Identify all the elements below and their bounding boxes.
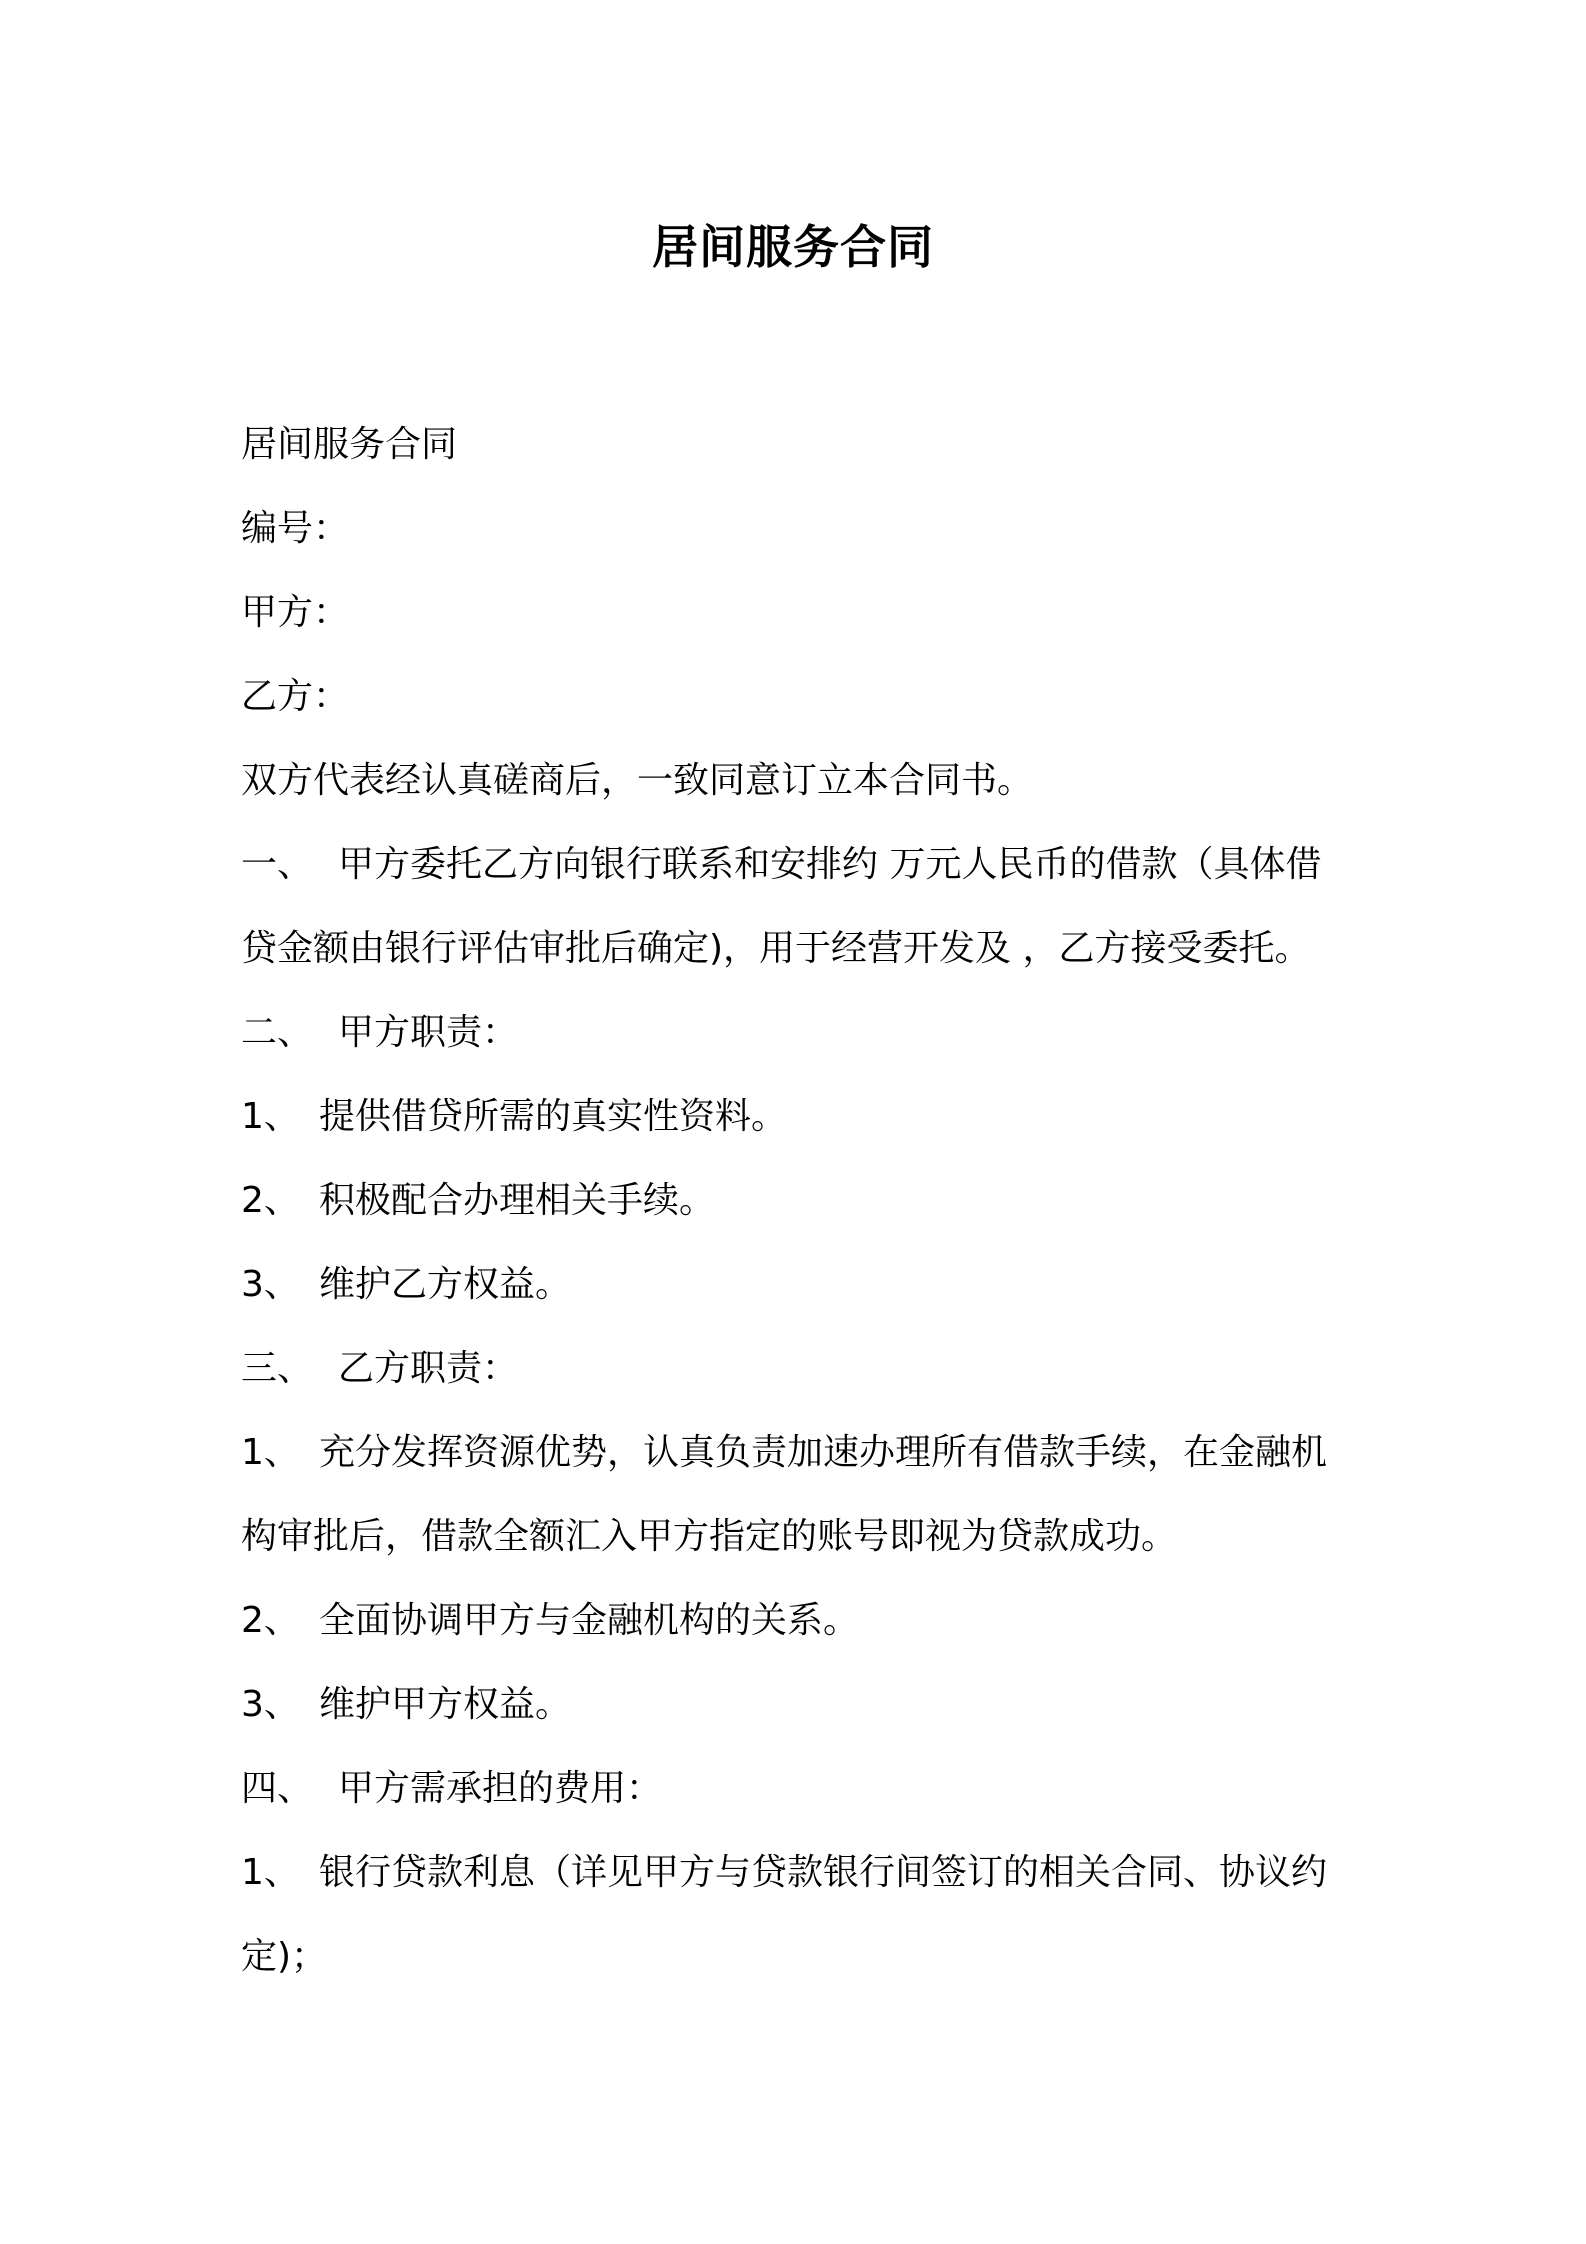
paragraph-line [241, 655, 1361, 739]
line-text: 构审批后，借款全额汇入甲方指定的账号即视为贷款成功。 [241, 1516, 1178, 1557]
line-text: 充分发挥资源优势，认真负责加速办理所有借款手续，在金融机 [319, 1432, 1328, 1473]
paragraph-line [241, 739, 1361, 823]
item-number: 3、 [241, 1264, 300, 1305]
section-number: 一、 [241, 844, 314, 885]
item-number: 1、 [241, 1096, 300, 1137]
line-text: 乙方职责： [338, 1348, 519, 1389]
item-number: 3、 [241, 1684, 300, 1725]
paragraph-line [241, 487, 1361, 571]
line-text: 编号： [241, 508, 350, 549]
section-heading [241, 991, 1361, 1075]
line-text: 全面协调甲方与金融机构的关系。 [319, 1600, 860, 1641]
line-text: 维护乙方权益。 [319, 1264, 572, 1305]
line-text: 积极配合办理相关手续。 [319, 1180, 716, 1221]
section-number: 三、 [241, 1348, 314, 1389]
list-item [241, 1159, 1361, 1243]
paragraph-line [241, 1495, 1361, 1579]
section-number: 四、 [241, 1768, 314, 1809]
list-item [241, 1663, 1361, 1747]
section-heading [241, 1327, 1361, 1411]
section-heading [241, 823, 1361, 907]
item-number: 1、 [241, 1852, 300, 1893]
paragraph-line [241, 1915, 1361, 1999]
paragraph-line [241, 907, 1361, 991]
item-number: 2、 [241, 1180, 300, 1221]
list-item [241, 1075, 1361, 1159]
paragraph-line [241, 403, 1361, 487]
section-number: 二、 [241, 1012, 314, 1053]
line-text: 贷金额由银行评估审批后确定)，用于经营开发及 ，乙方接受委托。 [241, 928, 1311, 969]
list-item [241, 1411, 1361, 1495]
list-item [241, 1243, 1361, 1327]
item-number: 1、 [241, 1432, 300, 1473]
line-text: 维护甲方权益。 [319, 1684, 572, 1725]
line-text: 提供借贷所需的真实性资料。 [319, 1096, 788, 1137]
document-body [241, 403, 1361, 1999]
document-title: 居间服务合同 [652, 220, 934, 274]
line-text: 银行贷款利息（详见甲方与贷款银行间签订的相关合同、协议约 [319, 1852, 1328, 1893]
line-text: 甲方： [241, 592, 350, 633]
line-text: 双方代表经认真磋商后，一致同意订立本合同书。 [241, 760, 1034, 801]
line-text: 甲方需承担的费用： [338, 1768, 663, 1809]
item-number: 2、 [241, 1600, 300, 1641]
line-text: 居间服务合同 [241, 424, 458, 465]
list-item [241, 1579, 1361, 1663]
line-text: 甲方职责： [338, 1012, 519, 1053]
line-text: 乙方： [241, 676, 350, 717]
line-text: 定)； [241, 1936, 328, 1977]
list-item [241, 1831, 1361, 1915]
line-text: 甲方委托乙方向银行联系和安排约 万元人民币的借款（具体借 [338, 844, 1322, 885]
section-heading [241, 1747, 1361, 1831]
paragraph-line [241, 571, 1361, 655]
